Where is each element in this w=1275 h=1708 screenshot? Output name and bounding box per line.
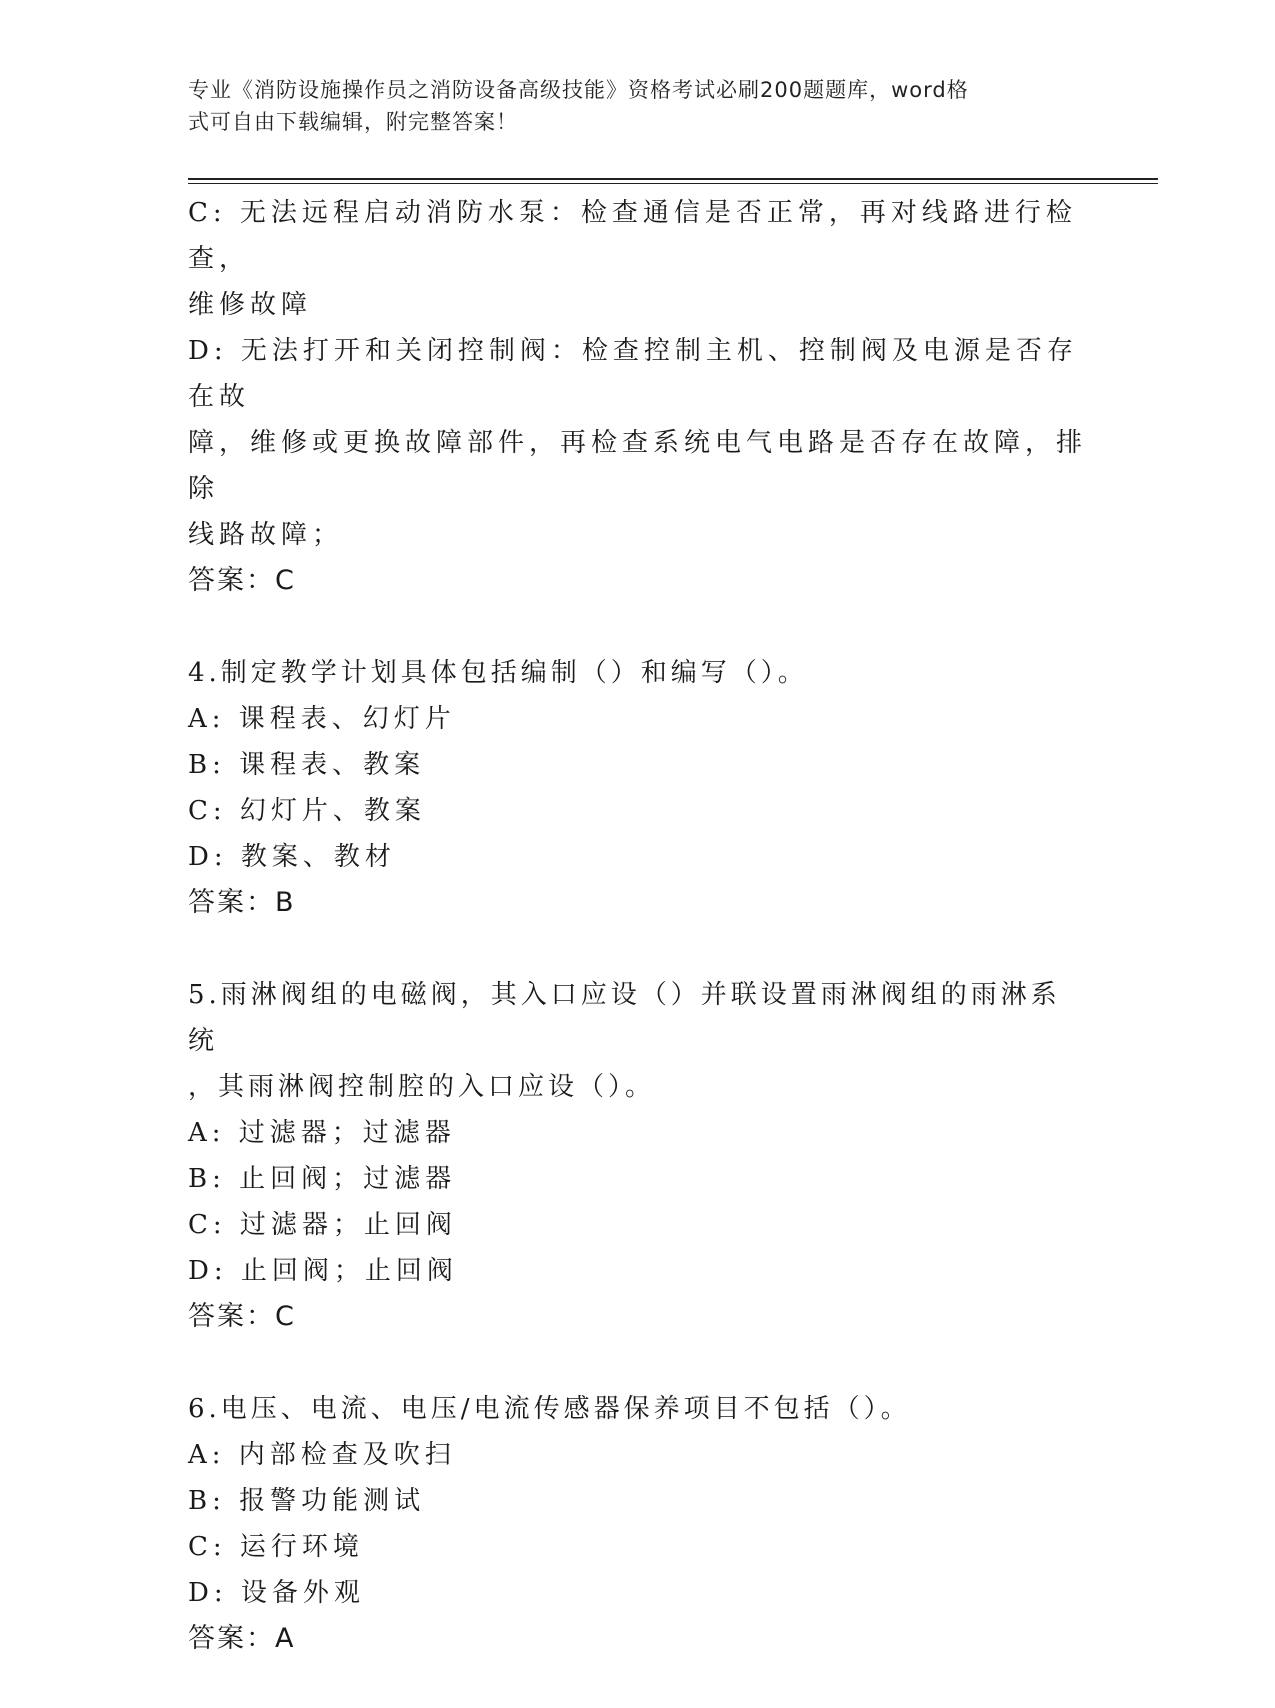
option-line: 维修故障 bbox=[188, 290, 313, 320]
question-stem: 5.雨淋阀组的电磁阀，其入口应设（）并联设置雨淋阀组的雨淋系统 bbox=[188, 980, 1061, 1056]
option-a: A: 课程表、幻灯片 bbox=[188, 704, 456, 734]
option-d: D: 教案、教材 bbox=[188, 842, 396, 872]
option-line: D: 无法打开和关闭控制阀：检查控制主机、控制阀及电源是否存在故 bbox=[188, 336, 1078, 412]
header-divider-thin bbox=[188, 183, 1158, 184]
option-a: A: 过滤器；过滤器 bbox=[188, 1118, 456, 1148]
option-b: B: 止回阀；过滤器 bbox=[188, 1164, 457, 1194]
question-stem: 4.制定教学计划具体包括编制（）和编写（）。 bbox=[188, 658, 808, 688]
answer-line: 答案：B bbox=[188, 887, 296, 918]
document-body bbox=[188, 190, 1088, 1708]
option-line: 线路故障； bbox=[188, 520, 344, 550]
option-line: C: 无法远程启动消防水泵：检查通信是否正常，再对线路进行检查， bbox=[188, 198, 1077, 274]
option-c: C: 幻灯片、教案 bbox=[188, 796, 426, 826]
option-d: D: 设备外观 bbox=[188, 1578, 365, 1608]
option-c: C: 运行环境 bbox=[188, 1532, 364, 1562]
question-stem: 6.电压、电流、电压/电流传感器保养项目不包括（）。 bbox=[188, 1394, 911, 1424]
question-4 bbox=[188, 650, 1088, 926]
header-line-1: 专业《消防设施操作员之消防设备高级技能》资格考试必刷200题题库，word格 bbox=[188, 78, 969, 102]
question-5 bbox=[188, 972, 1088, 1340]
question-stem-cont: ，其雨淋阀控制腔的入口应设（）。 bbox=[188, 1072, 656, 1102]
header-divider-thick bbox=[188, 178, 1158, 180]
document-header bbox=[188, 74, 1068, 138]
question-6 bbox=[188, 1386, 1088, 1662]
header-line-2: 式可自由下载编辑，附完整答案！ bbox=[188, 110, 518, 134]
option-a: A: 内部检查及吹扫 bbox=[188, 1440, 456, 1470]
option-c: C: 过滤器；止回阀 bbox=[188, 1210, 457, 1240]
answer-line: 答案：C bbox=[188, 1301, 296, 1332]
option-d: D: 止回阀；止回阀 bbox=[188, 1256, 458, 1286]
option-line: 障，维修或更换故障部件，再检查系统电气电路是否存在故障，排除 bbox=[188, 428, 1088, 504]
option-b: B: 课程表、教案 bbox=[188, 750, 426, 780]
answer-line: 答案：C bbox=[188, 565, 296, 596]
answer-line: 答案：A bbox=[188, 1623, 296, 1654]
question-3-continued bbox=[188, 190, 1088, 604]
option-b: B: 报警功能测试 bbox=[188, 1486, 426, 1516]
